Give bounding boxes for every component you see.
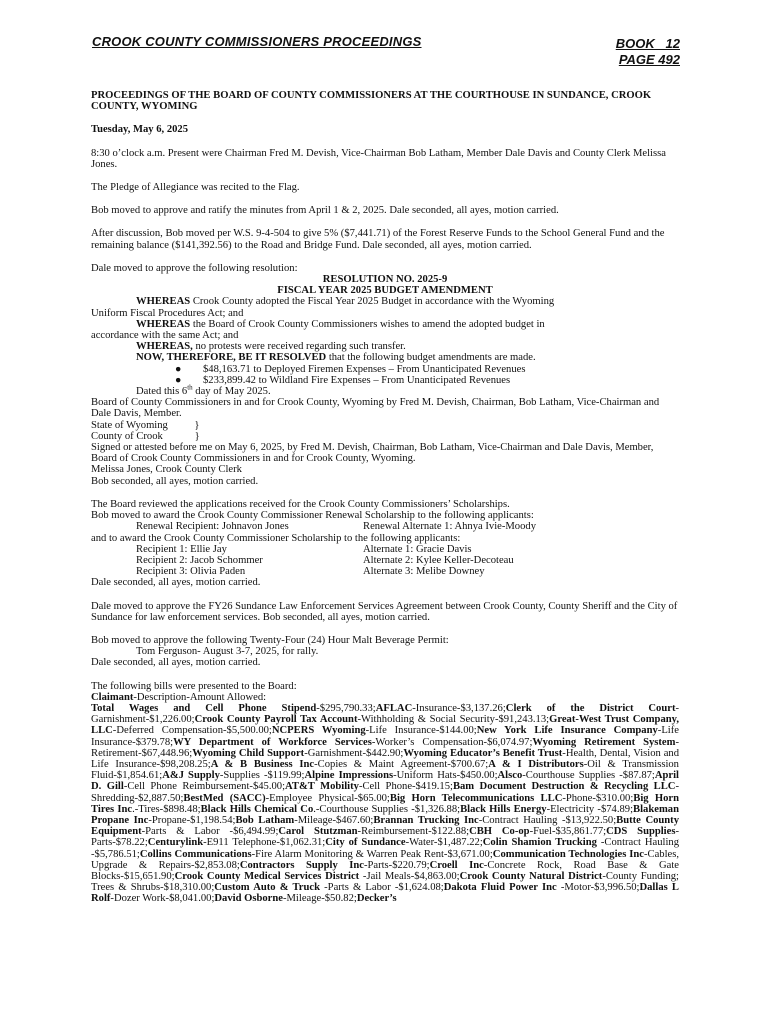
renewal-row: Renewal Recipient: Johnavon Jones Renewal Alternate 1: Ahnya Ivie-Moody: [136, 521, 536, 533]
malt-motion: Bob moved to approve the following Twenty-Four (24) Hour Malt Beverage Permit:: [91, 634, 449, 646]
bill-amount: -Electricity -$74.89;: [546, 803, 634, 815]
bill-amount: -Parts & Labor -$6,494.99;: [141, 826, 279, 838]
amendment-item: ● $233,899.42 to Wildland Fire Expenses – From Unanticipated Revenues: [175, 374, 511, 386]
pledge-paragraph: The Pledge of Allegiance was recited to the Flag.: [91, 182, 300, 194]
bill-claimant: Big Horn Tires Inc: [91, 792, 679, 815]
bill-amount: -Cables, Upgrade & Repairs-$2,853.08;: [91, 848, 679, 871]
bill-amount: -Employee Physical-$65.00;: [265, 792, 390, 804]
bullet-icon: ●: [175, 363, 182, 375]
attestation-paragraph: Signed or attested before me on May 6, 2025, by Fred M. Devish, Chairman, Bob Latham, Vice-Chairman and Dale Davis, Member, Board of Crook County Commissioners in and for Crook County, Wyoming.: [91, 442, 654, 465]
bill-claimant: Contractors Supply Inc: [239, 859, 364, 871]
bill-claimant: Crook County Medical Services District: [174, 870, 360, 882]
bill-claimant: Brannan Trucking Inc: [373, 814, 479, 826]
bill-amount: -Mileage-$50.82;: [282, 893, 357, 905]
bill-claimant: Big Horn Telecommunications LLC: [389, 792, 563, 804]
bill-amount: -Reimbursement-$122.88;: [357, 826, 470, 838]
bill-amount: -Shredding-$2,887.50;: [91, 781, 679, 804]
bill-amount: -Contract Hauling -$13,922.50;: [478, 814, 617, 826]
county-line: County of Crook }: [91, 430, 200, 442]
whereas-3: WHEREAS, no protests were received regarding such transfer.: [136, 341, 406, 353]
bill-amount: -Concrete Rock, Road Base & Gate Blocks-$15,651.90;: [91, 859, 679, 882]
whereas-1: WHEREAS Crook County adopted the Fiscal Year 2025 Budget in accordance with the Wyoming: [136, 296, 555, 308]
book-number: BOOK 12: [615, 36, 680, 51]
resolution-section: [91, 263, 679, 487]
bill-amount: -Garnishment-$1,226.00;: [91, 702, 680, 726]
bills-intro: The following bills were presented to the Board:: [91, 680, 297, 692]
bill-claimant: Black Hills Chemical Co: [200, 803, 314, 815]
bill-amount: .-Courthouse Supplies -$1,326.88;: [313, 803, 461, 815]
recipient-row: Recipient 1: Ellie Jay Alternate 1: Gracie Davis: [136, 543, 472, 555]
whereas-2: WHEREAS the Board of Crook County Commissioners wishes to amend the adopted budget in: [136, 318, 545, 330]
bill-amount: -Health, Dental, Vision and Life Insurance-$98,208.25;: [91, 747, 680, 770]
bill-claimant: BestMed (SACC): [183, 792, 266, 804]
resolution-title: FISCAL YEAR 2025 BUDGET AMENDMENT: [277, 285, 493, 297]
bill-amount: -$295,790.33;: [316, 702, 376, 714]
bill-claimant: Alpine Impressions: [304, 770, 394, 782]
board-signature-line: Board of County Commissioners in and for Crook County, Wyoming by Fred M. Devish, Chairman, Bob Latham, Vice-Chairman and Dale Davis, Member.: [91, 397, 660, 420]
bill-claimant: David Osborne: [214, 893, 283, 905]
bill-claimant: AFLAC: [375, 702, 413, 714]
bill-amount: -Parts-$220.79;: [363, 859, 430, 871]
bill-claimant: Bam Document Destruction & Recycling LLC: [452, 781, 676, 793]
bills-list: [91, 703, 679, 905]
bill-claimant: AT&T Mobility: [285, 781, 359, 793]
bill-amount: -Retirement-$67,448.96;: [91, 736, 679, 759]
bill-claimant: Total Wages and Cell Phone Stipend: [91, 702, 317, 714]
bill-amount: -Life Insurance-$144.00;: [365, 725, 477, 737]
malt-permit-section: [91, 635, 679, 669]
bill-claimant: A & B Business Inc: [210, 758, 315, 770]
proceedings-title: PROCEEDINGS OF THE BOARD OF COUNTY COMMISSIONERS AT THE COURTHOUSE IN SUNDANCE, CROOK COUNTY, WYOMING: [91, 90, 652, 113]
malt-seconded: Dale seconded, all ayes, motion carried.: [91, 657, 261, 669]
bills-section: [91, 681, 679, 905]
bill-claimant: Dakota Fluid Power Inc: [443, 882, 557, 894]
bill-amount: -Jail Meals-$4,863.00;: [359, 870, 460, 882]
bill-amount: -Worker’s Compensation-$6,074.97;: [371, 736, 533, 748]
bill-claimant: Bob Latham: [235, 814, 295, 826]
bill-amount: -Supplies -$119.99;: [219, 770, 305, 782]
resolution-intro: Dale moved to approve the following resolution:: [91, 262, 298, 274]
bill-claimant: A & I Distributors: [488, 758, 584, 770]
bill-amount: -Motor-$3,996.50;: [556, 882, 640, 894]
bullet-icon: ●: [175, 374, 182, 386]
amendment-item: ● $48,163.71 to Deployed Firemen Expenses – From Unanticipated Revenues: [175, 363, 526, 375]
running-header-book-page: [616, 36, 680, 67]
bill-claimant: Wyoming Child Support: [192, 747, 305, 759]
bill-amount: -Fire Alarm Monitoring & Warren Peak Rent-$3,671.00;: [251, 848, 493, 860]
bill-claimant: Clerk of the District Court: [505, 702, 676, 714]
bill-amount: -Courthouse Supplies -$87.87;: [522, 770, 655, 782]
minutes-paragraph: Bob moved to approve and ratify the minutes from April 1 & 2, 2025. Dale seconded, all ayes, motion carried.: [91, 205, 559, 217]
bill-claimant: Centurylink: [147, 837, 204, 849]
scholarship-section: [91, 499, 679, 589]
scholarship-review: The Board reviewed the applications received for the Crook County Commissioners’ Scholarships.: [91, 498, 510, 510]
whereas-1-cont: Uniform Fiscal Procedures Act; and: [91, 307, 244, 319]
bill-claimant: Butte County Equipment: [91, 814, 679, 838]
bill-claimant: Carol Stutzman: [278, 826, 358, 838]
bill-claimant: Crook County Natural District: [459, 870, 603, 882]
bill-amount: -Uniform Hats-$450.00;: [393, 770, 498, 782]
bill-claimant: New York Life Insurance Company: [476, 725, 658, 737]
bill-claimant: April D. Gill: [91, 770, 679, 793]
bill-claimant: Great-West Trust Company, LLC: [91, 714, 679, 737]
bill-claimant: City of Sundance: [325, 837, 406, 849]
bill-claimant: WY Department of Workforce Services: [173, 736, 372, 748]
bill-amount: -Phone-$310.00;: [562, 792, 634, 804]
bill-amount: -Copies & Maint Agreement-$700.67;: [314, 758, 489, 770]
forest-reserve-paragraph: After discussion, Bob moved per W.S. 9-4-504 to give 5% ($7,441.71) of the Forest Reserve Funds to the School General Fund and the remaining balance ($141,392.56) to the Road and Bridge Fund. Dale seconded, all ayes, motion carried.: [91, 228, 665, 251]
bill-amount: -E911 Telephone-$1,062.31;: [203, 837, 326, 849]
resolved-clause: NOW, THEREFORE, BE IT RESOLVED that the following budget amendments are made.: [136, 352, 536, 364]
page-number: PAGE 492: [618, 51, 680, 67]
meeting-date: Tuesday, May 6, 2025: [91, 124, 189, 136]
running-header-title: CROOK COUNTY COMMISSIONERS PROCEEDINGS: [92, 34, 422, 49]
bill-claimant: NCPERS Wyoming: [271, 725, 366, 737]
bill-claimant: Colin Shamion Trucking: [482, 837, 597, 849]
bill-amount: -Garnishment-$442.90;: [304, 747, 404, 759]
bill-amount: -County Funding; Trees & Shrubs-$18,310.00;: [91, 870, 679, 894]
bill-amount: -Water-$1,487.22;: [405, 837, 483, 849]
bill-claimant: A&J Supply: [162, 770, 220, 782]
bill-amount: -Life Insurance-$379.78;: [91, 725, 679, 748]
whereas-2-cont: accordance with the same Act; and: [91, 330, 239, 342]
bill-claimant: Crook County Payroll Tax Account: [194, 714, 358, 726]
bill-claimant: CBH Co-op: [469, 826, 530, 838]
bill-claimant: Alsco: [497, 770, 523, 782]
document-body: [91, 90, 679, 905]
scholarship-seconded: Dale seconded, all ayes, motion carried.: [91, 577, 261, 589]
malt-permit-holder: Tom Ferguson- August 3-7, 2025, for rally.: [136, 646, 319, 658]
bill-amount: -Propane-$1,198.54;: [148, 814, 236, 826]
bill-amount: -Parts-$78.22;: [91, 826, 679, 849]
bill-amount: -Cell Phone Reimbursement-$45.00;: [123, 781, 286, 793]
resolution-number: RESOLUTION NO. 2025-9: [322, 274, 448, 286]
bill-claimant: Croell Inc: [429, 859, 484, 871]
bill-claimant: CDS Supplies: [606, 826, 676, 838]
bill-claimant: Decker’s: [356, 893, 397, 905]
bill-amount: -Mileage-$467.60;: [294, 814, 374, 826]
recipient-row: Recipient 2: Jacob Schommer Alternate 2: Kylee Keller-Decoteau: [136, 554, 514, 566]
bills-claimant-header: Claimant-Description-Amount Allowed:: [91, 691, 267, 703]
bill-amount: .-Tires-$898.48;: [132, 803, 201, 815]
bill-amount: -Dozer Work-$8,041.00;: [110, 893, 215, 905]
scholarship-award-motion: and to award the Crook County Commissioner Scholarship to the following applicants:: [91, 532, 461, 544]
bill-amount: -Parts & Labor -$1,624.08;: [319, 882, 444, 894]
bill-amount: -Fuel-$35,861.77;: [529, 826, 607, 838]
bill-claimant: Black Hills Energy: [460, 803, 547, 815]
bill-claimant: Communication Technologies Inc: [492, 848, 644, 860]
bill-claimant: Collins Communications: [139, 848, 252, 860]
clerk-line: Melissa Jones, Crook County Clerk: [91, 464, 242, 476]
attendance-paragraph: 8:30 o’clock a.m. Present were Chairman Fred M. Devish, Vice-Chairman Bob Latham, Member Dale Davis and County Clerk Melissa Jones.: [91, 147, 666, 170]
bill-amount: -Insurance-$3,137.26;: [412, 702, 506, 714]
bill-amount: -Deferred Compensation-$5,500.00;: [112, 725, 272, 737]
state-line: State of Wyoming }: [91, 419, 200, 431]
bill-claimant: Wyoming Educator’s Benefit Trust: [403, 747, 563, 759]
bill-claimant: Custom Auto & Truck: [214, 882, 320, 894]
resolution-seconded: Bob seconded, all ayes, motion carried.: [91, 475, 259, 487]
bill-amount: -Oil & Transmission Fluid-$1,854.61;: [91, 758, 679, 782]
bill-amount: -Withholding & Social Security-$91,243.13;: [357, 714, 550, 726]
bill-claimant: Wyoming Retirement System: [532, 736, 676, 748]
dated-line: Dated this 6th day of May 2025.: [136, 383, 271, 398]
bill-claimant: Dallas L Rolf: [91, 882, 679, 905]
bill-claimant: Blakeman Propane Inc: [91, 803, 679, 826]
bill-amount: -Cell Phone-$419.15;: [358, 781, 453, 793]
law-enforcement-paragraph: Dale moved to approve the FY26 Sundance Law Enforcement Services Agreement between Crook County, County Sheriff and the City of Sundance for law enforcement services. Bob seconded, all ayes, motion carried.: [91, 600, 678, 623]
scholarship-renewal-motion: Bob moved to award the Crook County Commissioner Renewal Scholarship to the following applicants:: [91, 510, 534, 522]
bill-amount: -Contract Hauling -$5,786.51;: [91, 837, 679, 860]
recipient-row: Recipient 3: Olivia Paden Alternate 3: Melibe Downey: [136, 566, 485, 578]
